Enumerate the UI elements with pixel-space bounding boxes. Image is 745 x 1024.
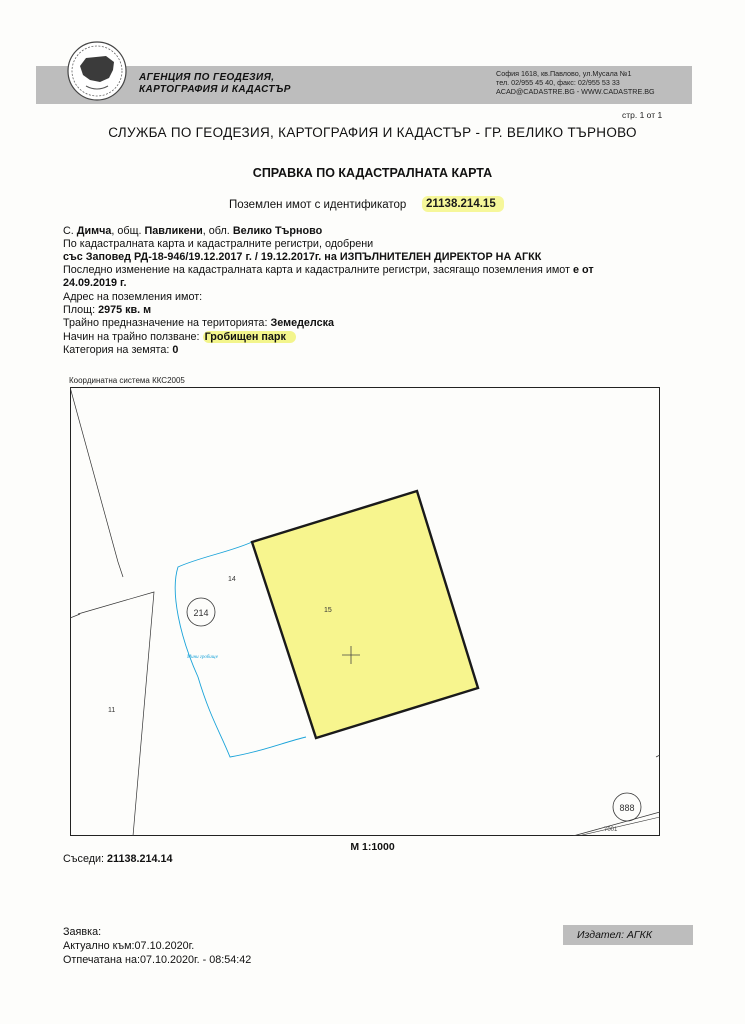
neighbours-line: Съседи: 21138.214.14 [63, 853, 173, 865]
block-888-label: 888 [619, 803, 635, 813]
water-label: Мини гробище [187, 655, 218, 660]
contact-phone: тел. 02/955 45 40, факс: 02/955 53 33 [496, 78, 620, 87]
agency-name [139, 72, 291, 96]
map-scale: М 1:1000 [350, 841, 395, 853]
page-number: стр. 1 от 1 [622, 110, 663, 120]
boundary-line [78, 592, 154, 836]
parcel-15-label: 15 [324, 607, 332, 614]
usage-line: Начин на трайно ползване: Гробищен парк [63, 331, 296, 344]
identifier-value: 21138.214.15 [422, 196, 504, 212]
request-label: Заявка: [63, 926, 102, 938]
block-214-label: 214 [193, 608, 209, 618]
municipality: Павликени [144, 225, 203, 237]
location-line: С. Димча, общ. Павликени, обл. Велико Търново [63, 225, 323, 237]
contact-address: София 1618, кв.Павлово, ул.Мусала №1 [496, 69, 632, 78]
agency-name-line2: КАРТОГРАФИЯ И КАДАСТЪР [139, 84, 291, 95]
identifier-label: Поземлен имот с идентификатор [229, 199, 407, 211]
boundary-line [70, 387, 123, 577]
area-line: Площ: 2975 кв. м [63, 304, 152, 316]
last-change-line: Последно изменение на кадастралната карта и кадастралните регистри, засягащо поземления имот е от [63, 264, 594, 276]
document-title: СПРАВКА ПО КАДАСТРАЛНАТА КАРТА [252, 166, 493, 180]
purpose-value: Земеделска [270, 317, 335, 329]
bottom-label: 7001 [604, 827, 618, 833]
boundary-line [578, 817, 660, 836]
agency-contact [496, 69, 655, 96]
publisher: Издател: АГКК [577, 929, 653, 941]
address-label: Адрес на поземления имот: [63, 291, 203, 303]
category-line: Категория на земята: 0 [63, 344, 179, 356]
boundary-line [70, 614, 80, 618]
cadastral-map [70, 387, 660, 836]
parcel-14-label: 14 [228, 576, 236, 583]
agency-name-line1: АГЕНЦИЯ ПО ГЕОДЕЗИЯ, [139, 72, 275, 83]
contact-web: ACAD@CADASTRE.BG - WWW.CADASTRE.BG [496, 87, 655, 96]
parcel-15 [252, 491, 478, 738]
region: Велико Търново [232, 225, 323, 237]
agency-logo-icon [66, 40, 128, 102]
service-title: СЛУЖБА ПО ГЕОДЕЗИЯ, КАРТОГРАФИЯ И КАДАСТЪР - ГР. ВЕЛИКО ТЪРНОВО [108, 125, 637, 140]
printed-date: Отпечатана на:07.10.2020г. - 08:54:42 [63, 954, 252, 966]
purpose-line: Трайно предназначение на територията: Земеделска [63, 317, 335, 329]
actual-date: Актуално към:07.10.2020г. [63, 940, 195, 952]
category-value: 0 [172, 344, 179, 356]
neighbours-value: 21138.214.14 [107, 853, 173, 865]
parcel-11-label: 11 [108, 707, 116, 714]
area-value: 2975 кв. м [98, 304, 152, 316]
village: Димча [76, 225, 112, 237]
usage-value: Гробищен парк [203, 331, 296, 343]
coordinate-system: Координатна система ККС2005 [69, 376, 185, 385]
approval-order: със Заповед РД-18-946/19.12.2017 г. / 19.12.2017г. на ИЗПЪЛНИТЕЛЕН ДИРЕКТОР НА АГКК [63, 251, 542, 263]
approval-line1: По кадастралната карта и кадастралните регистри, одобрени [63, 238, 374, 250]
last-change-date: 24.09.2019 г. [63, 277, 127, 289]
